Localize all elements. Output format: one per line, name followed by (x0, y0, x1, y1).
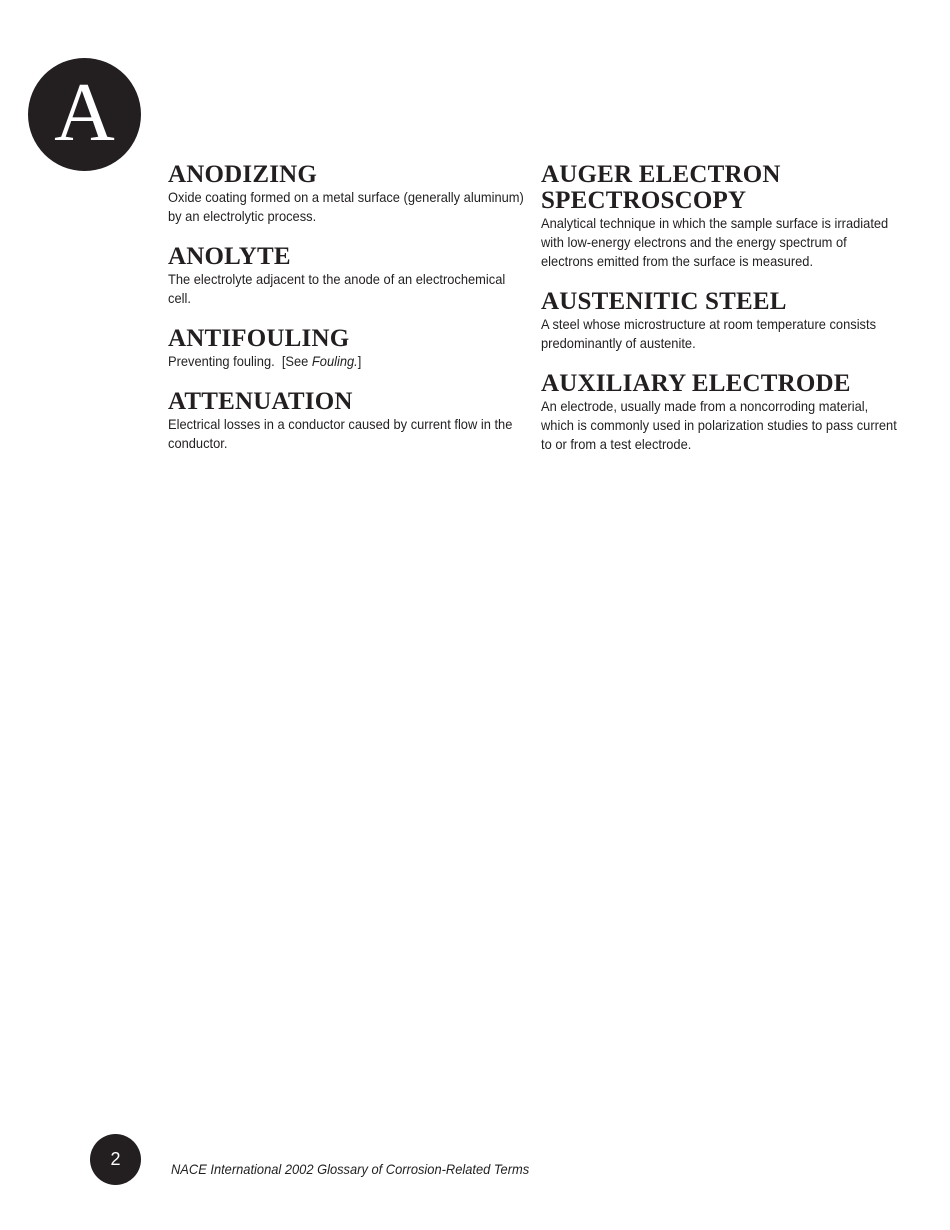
entry-definition: Analytical technique in which the sample surface is irradiated with low-energy electrons and the energy spectrum of electrons emitted from the surface is measured. (541, 215, 889, 269)
glossary-entry-auxiliary-electrode (541, 371, 901, 454)
entry-definition: Oxide coating formed on a metal surface (generally aluminum) by an electrolytic process. (168, 189, 524, 224)
glossary-column-left (168, 162, 528, 471)
glossary-column-right (541, 162, 901, 472)
section-letter: A (54, 65, 115, 159)
glossary-entry-attenuation (168, 389, 528, 453)
cross-reference-link[interactable]: Fouling. (311, 353, 358, 369)
entry-term: ANOLYTE (168, 243, 291, 270)
entry-term: ATTENUATION (168, 388, 353, 415)
entry-definition: The electrolyte adjacent to the anode of an electrochemical cell. (168, 271, 506, 306)
footer-title: NACE International 2002 Glossary of Corrosion-Related Terms (171, 1161, 530, 1177)
entry-term: AUXILIARY ELECTRODE (541, 370, 851, 397)
entry-term-line: AUGER ELECTRON (541, 161, 781, 188)
glossary-entry-anodizing (168, 162, 528, 226)
entry-term: ANODIZING (168, 161, 318, 188)
page-number: 2 (110, 1149, 121, 1169)
glossary-entry-austenitic-steel (541, 289, 901, 353)
entry-term (541, 162, 901, 214)
definition-text: Preventing fouling. [See (168, 353, 312, 369)
entry-definition: A steel whose microstructure at room temperature consists predominantly of austenite. (541, 316, 877, 351)
entry-term: AUSTENITIC STEEL (541, 288, 787, 315)
entry-definition: Electrical losses in a conductor caused by current flow in the conductor. (168, 416, 513, 451)
page-number-badge (90, 1134, 141, 1185)
section-letter-badge (28, 58, 141, 171)
entry-term-line: SPECTROSCOPY (541, 187, 747, 214)
entry-definition (168, 352, 526, 371)
glossary-entry-anolyte (168, 244, 528, 308)
entry-term: ANTIFOULING (168, 325, 350, 352)
definition-text: ] (357, 353, 362, 369)
entry-definition: An electrode, usually made from a noncorroding material, which is commonly used in polarization studies to pass current to or from a test electrode. (541, 398, 897, 452)
glossary-entry-antifouling (168, 326, 528, 371)
glossary-entry-auger-electron-spectroscopy (541, 162, 901, 271)
